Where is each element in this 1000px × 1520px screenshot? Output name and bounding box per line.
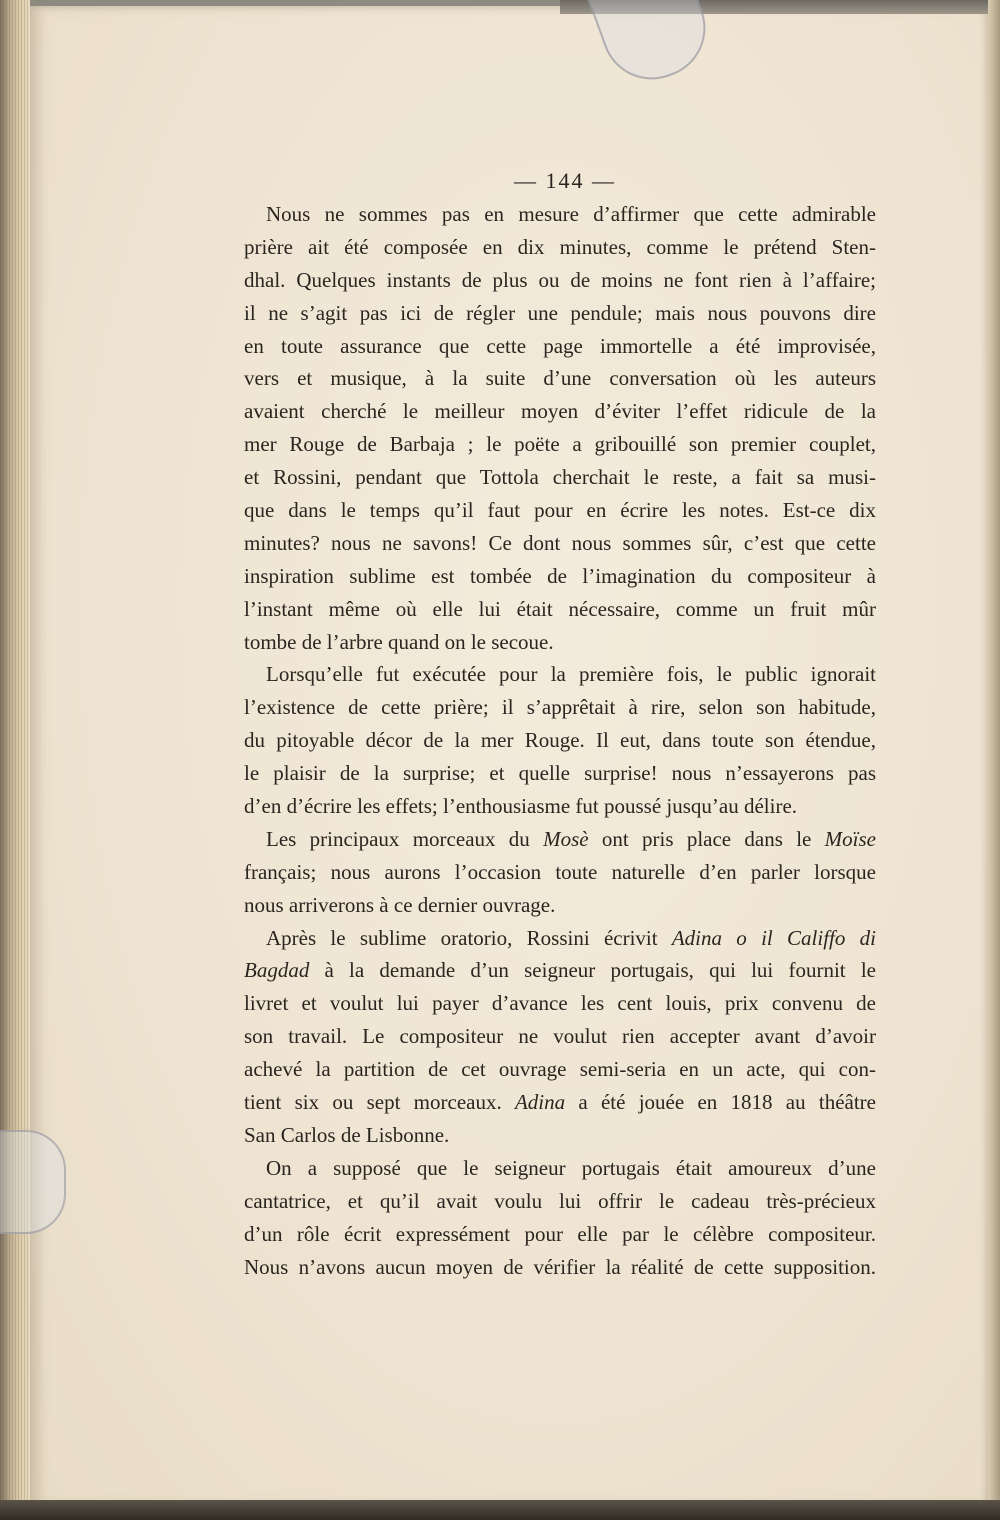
text-line: minutes? nous ne savons! Ce dont nous sommes sûr, c’est que cette — [244, 530, 876, 555]
text-line: On a supposé que le seigneur portugais était amoureux d’une — [266, 1155, 876, 1180]
text-run: Après le sublime oratorio, Rossini écrivit — [266, 925, 672, 950]
text-run: à la demande d’un seigneur portugais, qui lui fournit le — [309, 958, 876, 983]
text-line: San Carlos de Lisbonne. — [244, 1122, 450, 1147]
text-line: l’instant même où elle lui était nécessaire, comme un fruit mûr — [244, 596, 876, 621]
text-line: d’en d’écrire les effets; l’enthousiasme fut poussé jusqu’au délire. — [244, 794, 798, 819]
text-line: son travail. Le compositeur ne voulut rien accepter avant d’avoir — [244, 1024, 876, 1049]
page-number: — 144 — — [514, 168, 616, 193]
right-page-edge — [988, 0, 1000, 1520]
paragraph-3 — [244, 823, 876, 922]
text-line: achevé la partition de cet ouvrage semi-seria en un acte, qui con- — [244, 1057, 876, 1082]
paragraph-2 — [244, 658, 876, 822]
text-run: tient six ou sept morceaux. — [244, 1090, 515, 1115]
text-line: que dans le temps qu’il faut pour en écrire les notes. Est-ce dix — [244, 498, 876, 523]
text-line — [244, 954, 876, 987]
work-title-adina: Adina o il Califfo di — [671, 925, 876, 950]
paragraph-4 — [244, 922, 876, 1152]
text-line — [244, 1086, 876, 1119]
text-line: en toute assurance que cette page immortelle a été improvisée, — [244, 333, 876, 358]
page-stack-lines — [0, 0, 30, 1520]
text-line: d’un rôle écrit expressément pour elle par le célèbre compositeur. — [244, 1221, 876, 1246]
text-line: l’existence de cette prière; il s’apprêtait à rire, selon son habitude, — [244, 695, 876, 720]
text-line: vers et musique, à la suite d’une conversation où les auteurs — [244, 366, 876, 391]
text-line: avaient cherché le meilleur moyen d’éviter l’effet ridicule de la — [244, 399, 876, 424]
text-line: Nous n’avons aucun moyen de vérifier la réalité de cette supposition. — [244, 1254, 876, 1279]
text-line — [244, 922, 876, 955]
text-run: ont pris place dans le — [588, 826, 825, 851]
text-line: prière ait été composée en dix minutes, comme le prétend Sten- — [244, 234, 876, 259]
text-line — [244, 823, 876, 856]
text-run: a été jouée en 1818 au théâtre — [565, 1090, 876, 1115]
text-line: mer Rouge de Barbaja ; le poëte a gribouillé son premier couplet, — [244, 432, 876, 457]
text-line: il ne s’agit pas ici de régler une pendule; mais nous pouvons dire — [244, 300, 876, 325]
text-line: Lorsqu’elle fut exécutée pour la première fois, le public ignorait — [266, 662, 876, 687]
text-line: et Rossini, pendant que Tottola cherchait le reste, a fait sa musi- — [244, 465, 876, 490]
paragraph-5 — [244, 1152, 876, 1284]
text-line: tombe de l’arbre quand on le secoue. — [244, 629, 554, 654]
paragraph-1 — [244, 198, 876, 658]
text-line: cantatrice, et qu’il avait voulu lui offrir le cadeau très-précieux — [244, 1188, 876, 1213]
work-title-adina: Adina — [514, 1090, 566, 1115]
plastic-clip-left — [0, 1130, 66, 1234]
work-title-mose: Mosè — [543, 826, 589, 851]
text-line: le plaisir de la surprise; et quelle surprise! nous n’essayerons pas — [244, 761, 876, 786]
text-run: Les principaux morceaux du — [266, 826, 544, 851]
text-line: nous arriverons à ce dernier ouvrage. — [244, 892, 556, 917]
text-line: dhal. Quelques instants de plus ou de moins ne font rien à l’affaire; — [244, 267, 876, 292]
work-title-moise: Moïse — [824, 826, 876, 851]
work-title-bagdad: Bagdad — [244, 958, 310, 983]
bottom-edge — [0, 1500, 1000, 1520]
text-line: livret et voulut lui payer d’avance les cent louis, prix convenu de — [244, 991, 876, 1016]
text-line: inspiration sublime est tombée de l’imagination du compositeur à — [244, 563, 876, 588]
body-text — [244, 198, 876, 1283]
text-line: du pitoyable décor de la mer Rouge. Il eut, dans toute son étendue, — [244, 728, 876, 753]
text-line: français; nous aurons l’occasion toute naturelle d’en parler lorsque — [244, 859, 876, 884]
text-line: Nous ne sommes pas en mesure d’affirmer que cette admirable — [266, 202, 876, 226]
